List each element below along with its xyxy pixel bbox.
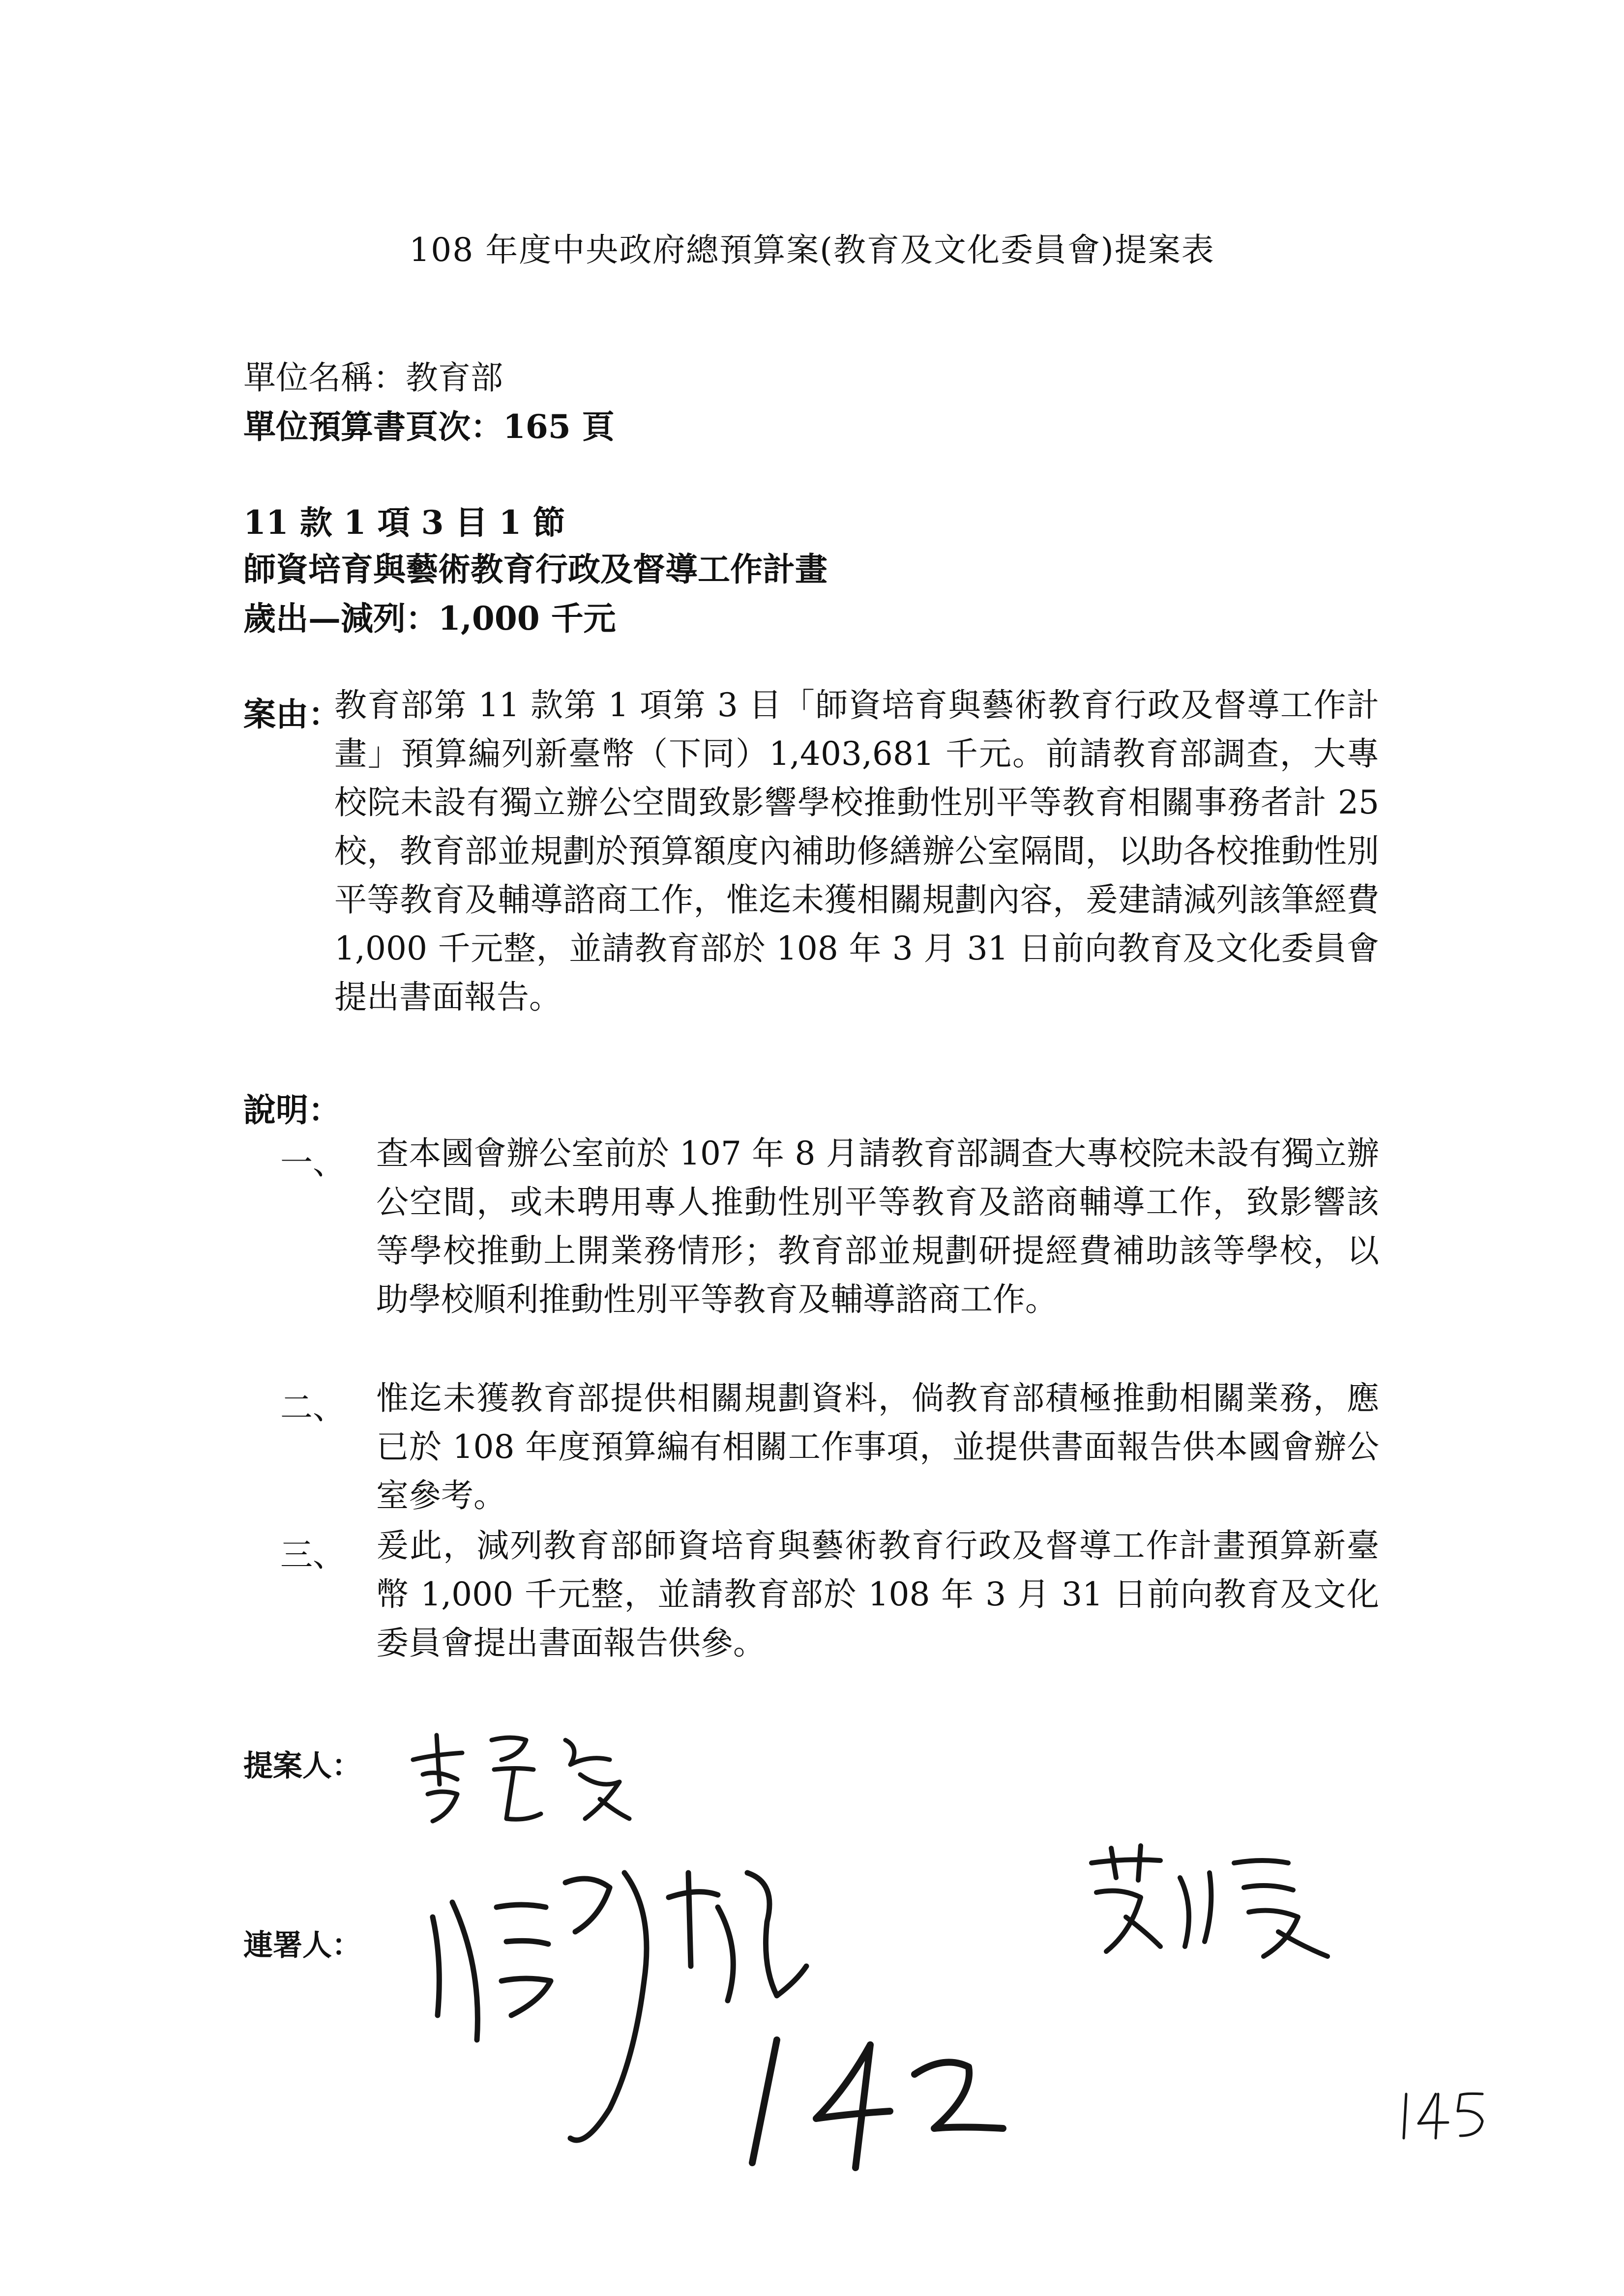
case-label: 案由： [243,695,341,733]
section-code: 11 款 1 項 3 目 1 節 [243,503,565,542]
expenditure-reduction: 歲出—減列：1,000 千元 [243,599,616,638]
handwritten-stamp-number [1396,2084,1495,2143]
explanation-item-2-text: 惟迄未獲教育部提供相關規劃資料，倘教育部積極推動相關業務，應已於 108 年度預算編有相關工作事項，並提供書面報告供本國會辦公室參考。 [376,1379,1379,1514]
unit-budget-page: 單位預算書頁次：165 頁 [243,407,615,446]
explanation-item-1-text: 查本國會辦公室前於 107 年 8 月請教育部調查大專校院未設有獨立辦公空間，或未聘用專人推動性別平等教育及諮商輔導工作，致影響該等學校推動上開業務情形；教育部並規劃研提經費補助該等學校，以助學校順利推動性別平等教育及輔導諮商工作。 [376,1134,1379,1318]
document-title: 108 年度中央政府總預算案(教育及文化委員會)提案表 [409,231,1215,269]
cosigners-label: 連署人： [243,1928,361,1963]
explanation-item-1-number: 一、 [280,1144,345,1182]
proposer-signature [403,1720,659,1838]
explanation-label: 說明： [243,1091,341,1129]
explanation-item-2-number: 二、 [280,1389,345,1426]
program-name: 師資培育與藝術教育行政及督導工作計畫 [243,550,827,588]
explanation-item-3-text: 爰此，減列教育部師資培育與藝術教育行政及督導工作計畫預算新臺幣 1,000 千元整，並請教育部於 108 年 3 月 31 日前向教育及文化委員會提出書面報告供參。 [376,1527,1379,1662]
proposer-label: 提案人： [243,1749,361,1783]
unit-name: 單位名稱：教育部 [243,359,503,397]
explanation-item-3-number: 三、 [280,1536,345,1574]
case-text: 教育部第 11 款第 1 項第 3 目「師資培育與藝術教育行政及督導工作計畫」預算編列新臺幣（下同）1,403,681 千元。前請教育部調查，大專校院未設有獨立辦公空間致影響學校推動性別平等教育相關事務者計 25 校，教育部並規劃於預算額度內補助修繕辦公室隔間，以助各校推動性別平等教育及輔導諮商工作，惟迄未獲相關規劃內容，爰建請減列該筆經費 1,000 千元整，並請教育部於 108 年 3 月 31 日前向教育及文化委員會提出書面報告。 [334,686,1379,1016]
handwritten-page-number [738,2020,1013,2178]
cosigner-signature-2 [1082,1833,1337,1981]
